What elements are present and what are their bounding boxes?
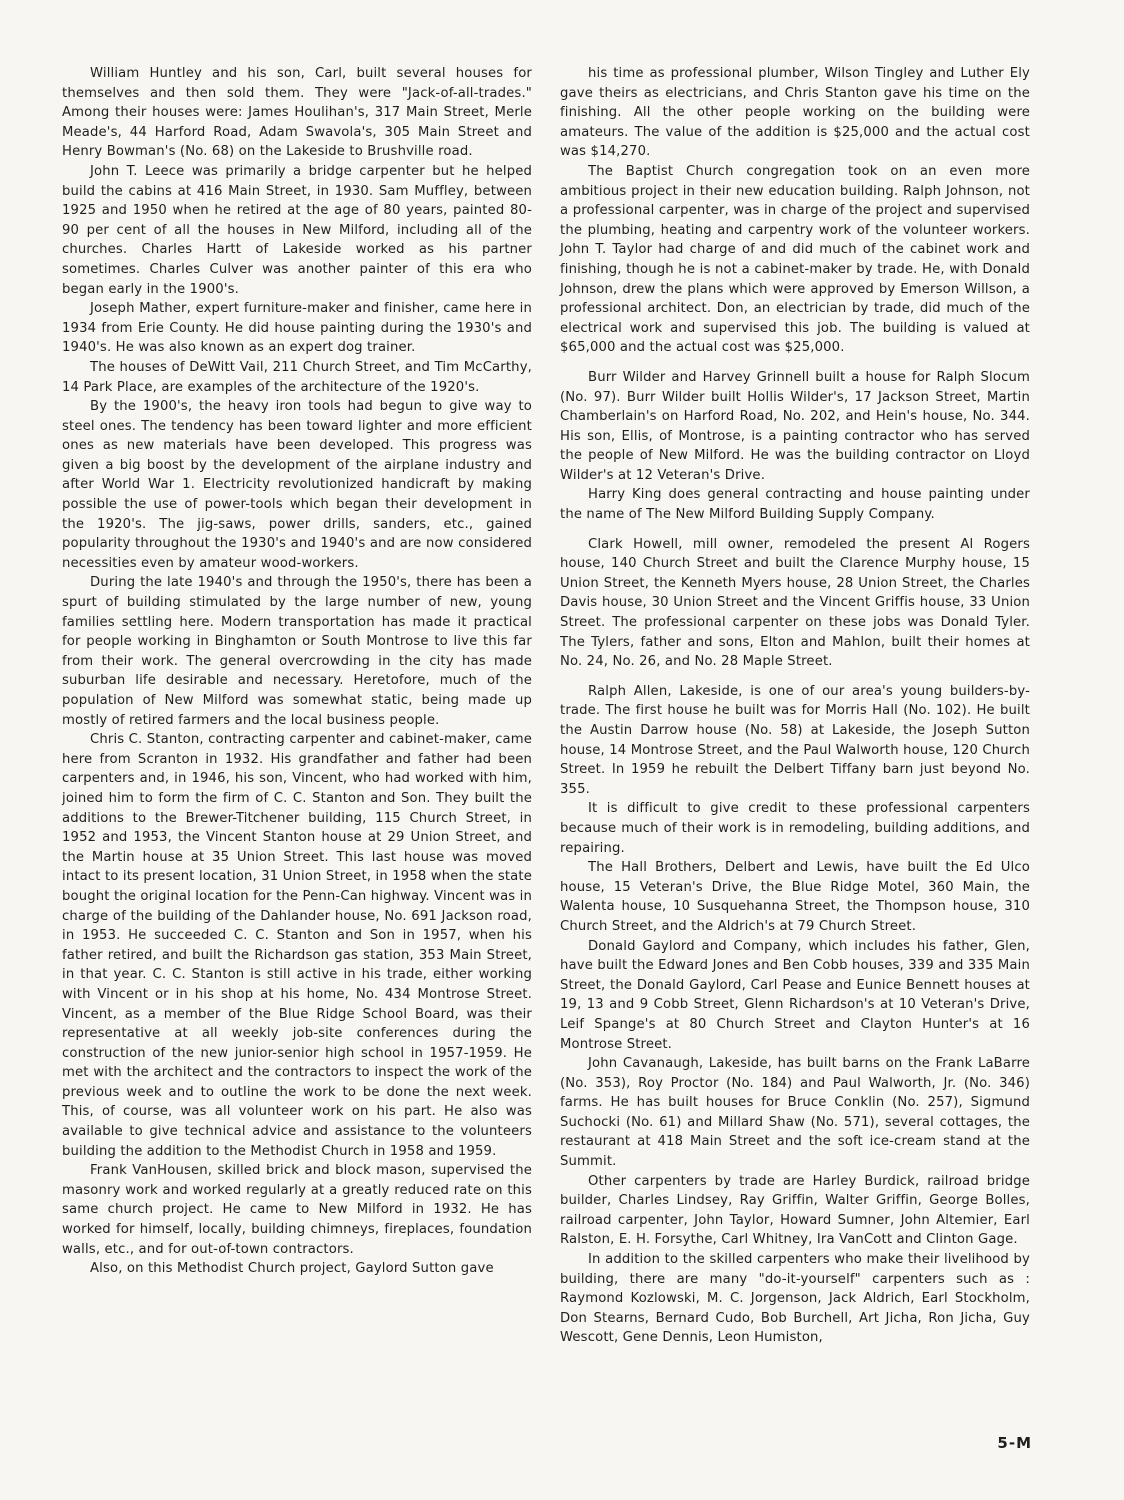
paragraph: Frank VanHousen, skilled brick and block mason, supervised the masonry work and worked regularly at a greatly reduced rate on this same church project. He came to New Milford in 1932. He has worked for himself, locally, building chimneys, fireplaces, foundation walls, etc., and for out-of-town contractors. xyxy=(62,1163,532,1257)
paragraph: John T. Leece was primarily a bridge carpenter but he helped build the cabins at 416 Main Street, in 1930. Sam Muffley, between 1925 and 1950 when he retired at the age of 80 years, painted 80-90 per cent of all the houses in New Milford, including all of the churches. Charles Hartt of Lakeside worked as his partner sometimes. Charles Culver was another painter of this era who began early in the 1900's. xyxy=(62,163,532,297)
paragraph: Other carpenters by trade are Harley Burdick, railroad bridge builder, Charles Lindsey, Ray Griffin, Walter Griffin, George Bolles, railroad carpenter, John Taylor, Howard Sumner, John Altemier, Earl Ralston, E. H. Forsythe, Carl Whitney, Ira VanCott and Clinton Gage. xyxy=(560,1173,1030,1248)
paragraph: The Hall Brothers, Delbert and Lewis, have built the Ed Ulco house, 15 Veteran's Drive, the Blue Ridge Motel, 360 Main, the Walenta house, 10 Susquehanna Street, the Thompson house, 310 Church Street, and the Aldrich's at 79 Church Street. xyxy=(560,860,1030,934)
paragraph: Burr Wilder and Harvey Grinnell built a house for Ralph Slocum (No. 97). Burr Wilder built Hollis Wilder's, 17 Jackson Street, Martin Chamberlain's on Harford Road, No. 202, and Hein's house, No. 344. His son, Ellis, of Montrose, is a painting contractor who has served the people of New Milford. He was the building contractor on Lloyd Wilder's at 12 Veteran's Drive. xyxy=(560,369,1030,483)
paragraph: Joseph Mather, expert furniture-maker and finisher, came here in 1934 from Erie County. He did house painting during the 1930's and 1940's. He was also known as an expert dog trainer. xyxy=(62,301,532,356)
page-number: 5-M xyxy=(997,1434,1032,1452)
left-column xyxy=(62,64,532,1279)
paragraph: Donald Gaylord and Company, which includes his father, Glen, have built the Edward Jones and Ben Cobb houses, 339 and 335 Main Street, the Donald Gaylord, Carl Pease and Eunice Bennett houses at 19, 13 and 9 Cobb Street, Glenn Richardson's at 10 Veteran's Drive, Leif Spange's at 80 Church Street and Clayton Hunter's at 16 Montrose Street. xyxy=(560,938,1030,1052)
paragraph: Clark Howell, mill owner, remodeled the present Al Rogers house, 140 Church Street and built the Clarence Murphy house, 15 Union Street, the Kenneth Myers house, 28 Union Street, the Charles Davis house, 30 Union Street and the Vincent Griffis house, 33 Union Street. The professional carpenter on these jobs was Donald Tyler. The Tylers, father and sons, Elton and Mahlon, built their homes at No. 24, No. 26, and No. 28 Maple Street. xyxy=(560,536,1030,670)
paragraph: his time as professional plumber, Wilson Tingley and Luther Ely gave theirs as electricians, and Chris Stanton gave his time on the finishing. All the other people working on the building were amateurs. The value of the addition is $25,000 and the actual cost was $14,270. xyxy=(560,66,1030,160)
paragraph: John Cavanaugh, Lakeside, has built barns on the Frank LaBarre (No. 353), Roy Proctor (No. 184) and Paul Walworth, Jr. (No. 346) farms. He has built houses for Bruce Conklin (No. 257), Sigmund Suchocki (No. 61) and Millard Shaw (No. 571), several cottages, the restaurant at 418 Main Street and the soft ice-cream stand at the Summit. xyxy=(560,1056,1030,1170)
paragraph: Harry King does general contracting and house painting under the name of The New Milford Building Supply Company. xyxy=(560,487,1030,523)
paragraph: By the 1900's, the heavy iron tools had begun to give way to steel ones. The tendency has been toward lighter and more efficient ones as new materials have been developed. This progress was given a big boost by the development of the airplane industry and after World War 1. Electricity revolutionized handicraft by making possible the use of power-tools which began their development in the 1920's. The jig-saws, power drills, sanders, etc., gained popularity throughout the 1930's and 1940's and are now considered necessities even by amateur wood-workers. xyxy=(62,399,532,571)
paragraph: Ralph Allen, Lakeside, is one of our area's young builders-by-trade. The first house he built was for Morris Hall (No. 102). He built the Austin Darrow house (No. 58) at Lakeside, the Joseph Sutton house, 14 Montrose Street, and the Paul Walworth house, 120 Church Street. In 1959 he rebuilt the Delbert Tiffany barn just beyond No. 355. xyxy=(560,683,1030,797)
paragraph: The houses of DeWitt Vail, 211 Church Street, and Tim McCarthy, 14 Park Place, are examples of the architecture of the 1920's. xyxy=(62,359,532,395)
paragraph: Chris C. Stanton, contracting carpenter and cabinet-maker, came here from Scranton in 1932. His grandfather and father had been carpenters and, in 1946, his son, Vincent, who had worked with him, joined him to form the firm of C. C. Stanton and Son. They built the additions to the Brewer-Titchener building, 115 Church Street, in 1952 and 1953, the Vincent Stanton house at 29 Union Street, and the Martin house at 35 Union Street. This last house was moved intact to its present location, 31 Union Street, in 1958 when the state bought the original location for the Penn-Can highway. Vincent was in charge of the building of the Dahlander house, No. 691 Jackson road, in 1953. He succeeded C. C. Stanton and Son in 1957, when his father retired, and built the Richardson gas station, 353 Main Street, in that year. C. C. Stanton is still active in his trade, either working with Vincent or in his shop at his home, No. 434 Montrose Street. Vincent, as a member of the Blue Ridge School Board, was their representative at all weekly job-site conferences during the construction of the new junior-senior high school in 1957-1959. He met with the architect and the contractors to inspect the work of the previous week and to outline the work to be done the next week. This, of course, was all volunteer work on his part. He also was available to give technical advice and assistance to the volunteers building the addition to the Methodist Church in 1958 and 1959. xyxy=(62,732,532,1159)
paragraph: During the late 1940's and through the 1950's, there has been a spurt of building stimulated by the large number of new, young families settling here. Modern transportation has made it practical for people working in Binghamton or South Montrose to live this far from their work. The general overcrowding in the city has made suburban life desirable and necessary. Heretofore, much of the population of New Milford was somewhat static, being made up mostly of retired farmers and the local business people. xyxy=(62,575,532,728)
paragraph: Also, on this Methodist Church project, Gaylord Sutton gave xyxy=(90,1261,494,1277)
paragraph: In addition to the skilled carpenters who make their livelihood by building, there are many "do-it-yourself" carpenters such as : Raymond Kozlowski, M. C. Jorgenson, Jack Aldrich, Earl Stockholm, Don Stearns, Bernard Cudo, Bob Burchell, Art Jicha, Ron Jicha, Guy Wescott, Gene Dennis, Leon Humiston, xyxy=(560,1252,1030,1346)
right-column xyxy=(560,64,1030,1348)
paragraph: William Huntley and his son, Carl, built several houses for themselves and then sold them. They were "Jack-of-all-trades." Among their houses were: James Houlihan's, 317 Main Street, Merle Meade's, 44 Harford Road, Adam Swavola's, 305 Main Street and Henry Bowman's (No. 68) on the Lakeside to Brushville road. xyxy=(62,66,532,160)
paragraph: It is difficult to give credit to these professional carpenters because much of their work is in remodeling, building additions, and repairing. xyxy=(560,801,1030,856)
paragraph: The Baptist Church congregation took on an even more ambitious project in their new education building. Ralph Johnson, not a professional carpenter, was in charge of the project and supervised the plumbing, heating and carpentry work of the volunteer workers. John T. Taylor had charge of and did much of the cabinet work and finishing, though he is not a cabinet-maker by trade. He, with Donald Johnson, drew the plans which were approved by Emerson Willson, a professional architect. Don, an electrician by trade, did much of the electrical work and supervised this job. The building is valued at $65,000 and the actual cost was $25,000. xyxy=(560,163,1030,356)
